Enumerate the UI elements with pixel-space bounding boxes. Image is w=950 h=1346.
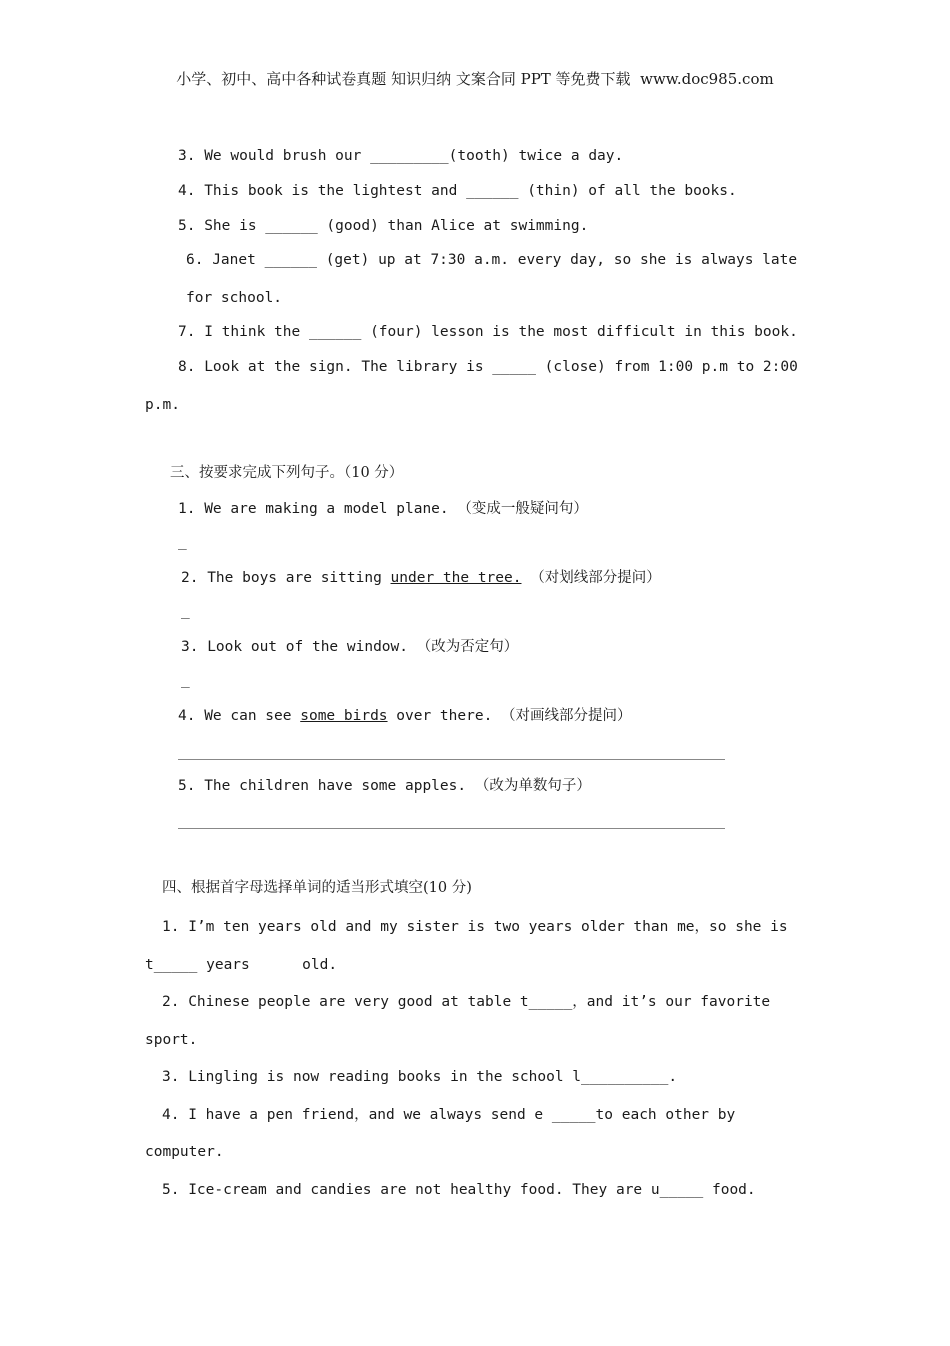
s4-item-5: 5. Ice-cream and candies are not healthy food. They are u_____ food. xyxy=(162,1182,756,1198)
section-4-title: 四、根据首字母选择单词的适当形式填空(10 分) xyxy=(162,880,472,896)
page-header: 小学、初中、高中各种试卷真题 知识归纳 文案合同 PPT 等免费下载 www.doc985.com xyxy=(176,70,774,88)
s3-answer-line-4[interactable] xyxy=(178,759,725,760)
s3-item-1: 1. We are making a model plane. （变成一般疑问句） xyxy=(178,501,588,517)
s3-answer-3[interactable]: _ xyxy=(181,672,190,688)
s2-item-5: 5. She is ______ (good) than Alice at swimming. xyxy=(178,218,589,234)
s4-item-1-cont: t_____ years old. xyxy=(145,957,338,973)
s2-item-8: 8. Look at the sign. The library is _____ (close) from 1:00 p.m to 2:00 xyxy=(178,359,798,375)
s2-item-7: 7. I think the ______ (four) lesson is the most difficult in this book. xyxy=(178,324,798,340)
s3-item-2: 2. The boys are sitting under the tree. （对划线部分提问） xyxy=(181,570,661,586)
s2-item-4: 4. This book is the lightest and ______ (thin) of all the books. xyxy=(178,183,737,199)
s4-item-4: 4. I have a pen friend，and we always send e _____to each other by xyxy=(162,1107,736,1123)
s4-item-2: 2. Chinese people are very good at table t_____，and it’s our favorite xyxy=(162,994,771,1010)
s4-item-3: 3. Lingling is now reading books in the school l__________. xyxy=(162,1069,678,1085)
s3-answer-1[interactable]: _ xyxy=(178,534,187,550)
s3-answer-2[interactable]: _ xyxy=(181,603,190,619)
s2-item-6: 6. Janet ______ (get) up at 7:30 a.m. every day, so she is always late xyxy=(186,252,798,268)
s4-item-1: 1. I’m ten years old and my sister is two years older than me，so she is xyxy=(162,919,788,935)
s2-item-3: 3. We would brush our _________(tooth) twice a day. xyxy=(178,148,624,164)
s2-item-8-cont: p.m. xyxy=(145,397,180,413)
section-3-title: 三、按要求完成下列句子。（10 分） xyxy=(170,465,404,481)
s4-item-2-cont: sport. xyxy=(145,1032,198,1048)
s3-item-3: 3. Look out of the window. （改为否定句） xyxy=(181,639,519,655)
s3-answer-line-5[interactable] xyxy=(178,828,725,829)
s3-item-4: 4. We can see some birds over there. （对画线部分提问） xyxy=(178,708,632,724)
s4-item-4-cont: computer. xyxy=(145,1144,224,1160)
s2-item-6-cont: for school. xyxy=(186,290,283,306)
s3-item-5: 5. The children have some apples. （改为单数句子） xyxy=(178,778,591,794)
